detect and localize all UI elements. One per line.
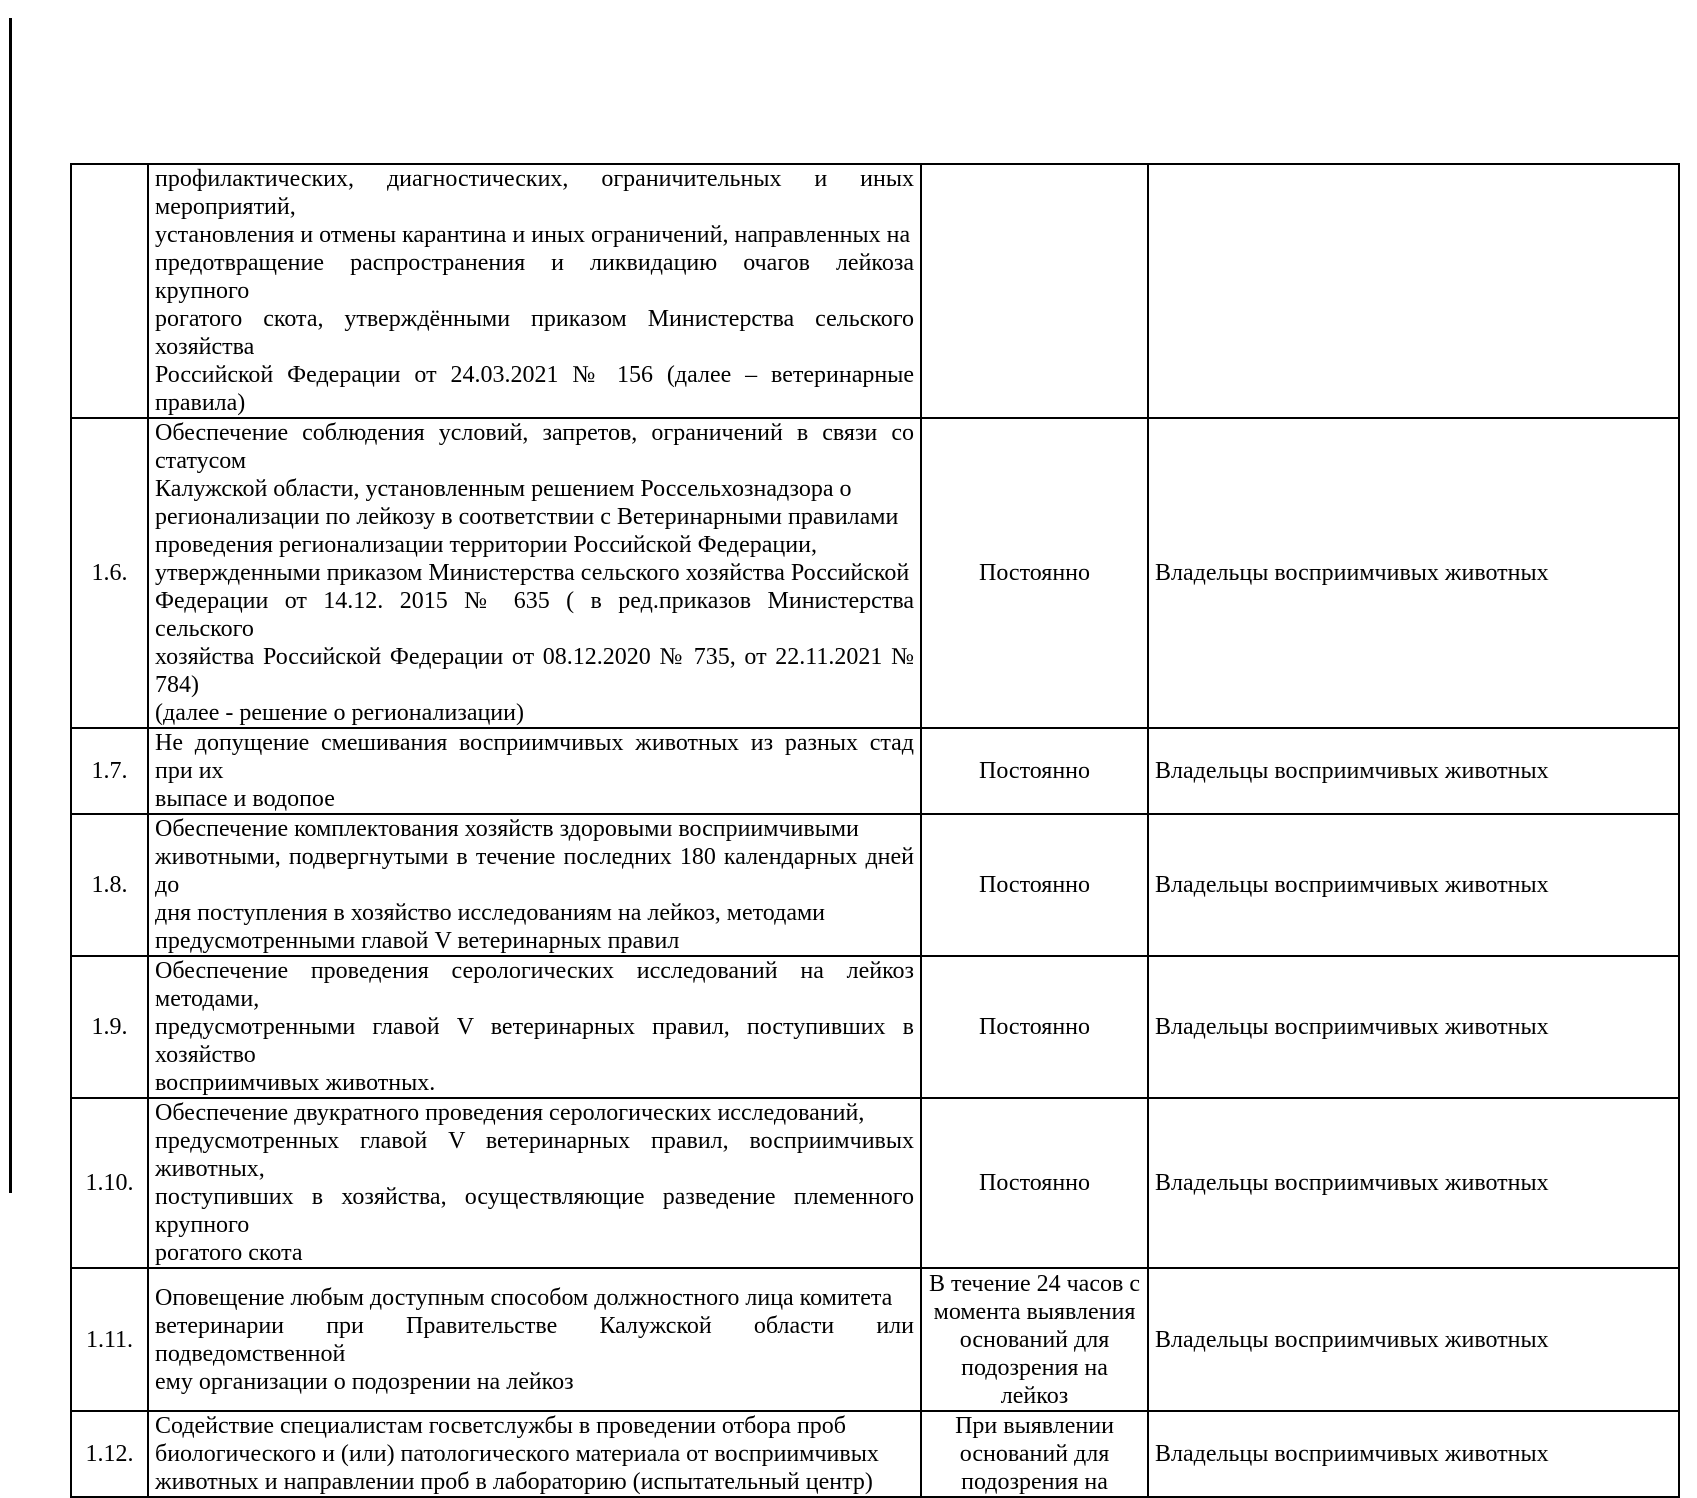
description-line: предусмотренными главой V ветеринарных правил, поступивших в хозяйство xyxy=(155,1014,914,1068)
description-line: восприимчивых животных. xyxy=(155,1070,436,1096)
row-responsible: Владельцы восприимчивых животных xyxy=(1148,728,1679,814)
row-number: 1.10. xyxy=(71,1098,148,1268)
description-line: Содействие специалистам госветслужбы в проведении отбора проб xyxy=(155,1413,847,1439)
row-term: Постоянно xyxy=(921,728,1148,814)
description-line: ему организации о подозрении на лейкоз xyxy=(155,1368,574,1395)
row-term: Постоянно xyxy=(921,814,1148,956)
description-line: предотвращение распространения и ликвидацию очагов лейкоза крупного xyxy=(155,250,914,304)
row-term: Постоянно xyxy=(921,1098,1148,1268)
description-line: проведения регионализации территории Российской Федерации, xyxy=(155,532,817,558)
measures-table xyxy=(70,163,1680,1498)
row-number: 1.12. xyxy=(71,1411,148,1497)
table-row xyxy=(71,418,1679,728)
description-line: установления и отмены карантина и иных ограничений, направленных на xyxy=(155,222,911,248)
row-number: 1.9. xyxy=(71,956,148,1098)
row-number: 1.7. xyxy=(71,728,148,814)
row-number: 1.8. xyxy=(71,814,148,956)
description-line: (далее - решение о регионализации) xyxy=(155,700,524,726)
description-line: поступивших в хозяйства, осуществляющие разведение племенного крупного xyxy=(155,1184,914,1238)
row-responsible: Владельцы восприимчивых животных xyxy=(1148,1098,1679,1268)
row-responsible xyxy=(1148,164,1679,418)
description-line: Обеспечение соблюдения условий, запретов, ограничений в связи со статусом xyxy=(155,420,914,474)
description-line: Обеспечение комплектования хозяйств здоровыми восприимчивыми xyxy=(155,816,859,842)
row-term xyxy=(921,164,1148,418)
description-line: Обеспечение двукратного проведения серологических исследований, xyxy=(155,1100,865,1126)
row-description xyxy=(148,814,921,956)
description-line: Оповещение любым доступным способом должностного лица комитета xyxy=(155,1284,893,1311)
row-term: В течение 24 часов с момента выявления оснований для подозрения на лейкоз xyxy=(921,1268,1148,1411)
row-term: Постоянно xyxy=(921,418,1148,728)
table-row xyxy=(71,164,1679,418)
row-description xyxy=(148,1268,921,1411)
description-line: животных и направлении проб в лабораторию (испытательный центр) xyxy=(155,1469,873,1495)
row-term: Постоянно xyxy=(921,956,1148,1098)
description-line: рогатого скота xyxy=(155,1240,303,1266)
row-term: При выявлении оснований для подозрения на xyxy=(921,1411,1148,1497)
description-line: ветеринарии при Правительстве Калужской области или подведомственной xyxy=(155,1312,914,1367)
row-description xyxy=(148,728,921,814)
description-line: предусмотренных главой V ветеринарных правил, восприимчивых животных, xyxy=(155,1128,914,1182)
scan-edge-line xyxy=(9,18,12,1193)
row-description xyxy=(148,1411,921,1497)
description-line: Российской Федерации от 24.03.2021 № 156 (далее – ветеринарные правила) xyxy=(155,362,914,416)
row-responsible: Владельцы восприимчивых животных xyxy=(1148,956,1679,1098)
row-description xyxy=(148,164,921,418)
row-number: 1.11. xyxy=(71,1268,148,1411)
description-line: биологического и (или) патологического материала от восприимчивых xyxy=(155,1441,879,1467)
description-line: выпасе и водопое xyxy=(155,786,335,812)
description-line: рогатого скота, утверждёнными приказом Министерства сельского хозяйства xyxy=(155,306,914,360)
row-description xyxy=(148,1098,921,1268)
row-number xyxy=(71,164,148,418)
row-responsible: Владельцы восприимчивых животных xyxy=(1148,1411,1679,1497)
table-row xyxy=(71,814,1679,956)
row-responsible: Владельцы восприимчивых животных xyxy=(1148,418,1679,728)
description-line: Обеспечение проведения серологических исследований на лейкоз методами, xyxy=(155,958,914,1012)
row-description xyxy=(148,956,921,1098)
table-row xyxy=(71,1098,1679,1268)
row-responsible: Владельцы восприимчивых животных xyxy=(1148,814,1679,956)
description-line: утвержденными приказом Министерства сельского хозяйства Российской xyxy=(155,560,910,586)
table-row xyxy=(71,1268,1679,1411)
description-line: хозяйства Российской Федерации от 08.12.2020 № 735, от 22.11.2021 № 784) xyxy=(155,644,914,698)
description-line: Калужской области, установленным решением Россельхознадзора о xyxy=(155,476,852,502)
row-description xyxy=(148,418,921,728)
description-line: дня поступления в хозяйство исследованиям на лейкоз, методами xyxy=(155,900,826,926)
description-line: Федерации от 14.12. 2015 № 635 ( в ред.приказов Министерства сельского xyxy=(155,588,914,642)
table-row xyxy=(71,956,1679,1098)
description-line: регионализации по лейкозу в соответствии с Ветеринарными правилами xyxy=(155,504,899,530)
table-row xyxy=(71,1411,1679,1497)
description-line: Не допущение смешивания восприимчивых животных из разных стад при их xyxy=(155,730,914,784)
description-line: профилактических, диагностических, ограничительных и иных мероприятий, xyxy=(155,166,914,220)
description-line: предусмотренными главой V ветеринарных правил xyxy=(155,928,680,954)
row-number: 1.6. xyxy=(71,418,148,728)
description-line: животными, подвергнутыми в течение последних 180 календарных дней до xyxy=(155,844,914,898)
table-row xyxy=(71,728,1679,814)
row-responsible: Владельцы восприимчивых животных xyxy=(1148,1268,1679,1411)
